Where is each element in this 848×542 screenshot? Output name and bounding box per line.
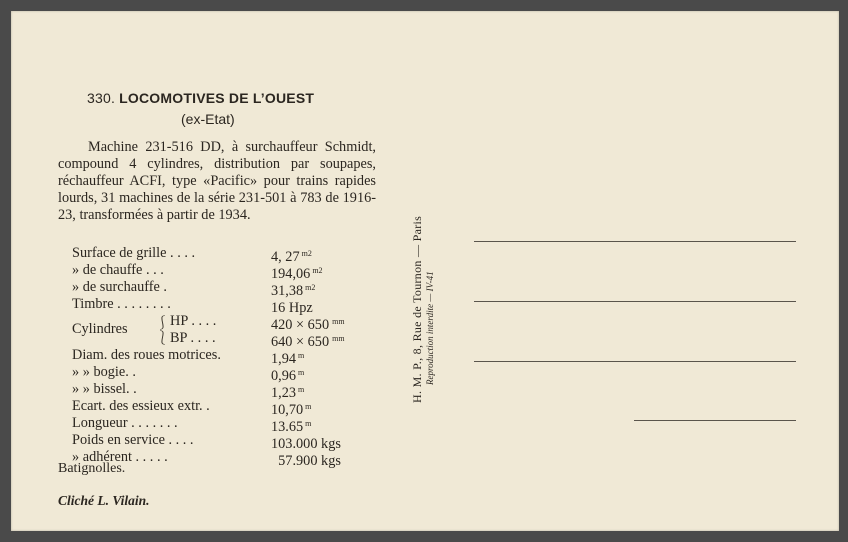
spec-row <box>72 398 392 418</box>
spec-label: » » bogie. . <box>72 364 136 380</box>
address-line <box>474 241 796 242</box>
spec-value-text: 57.900 kgs <box>271 453 341 469</box>
spec-value-text: 4, 27 <box>271 249 300 265</box>
card-subtitle: (ex-Etat) <box>181 111 235 127</box>
cylinder-bp-value-text: 640 × 650 <box>271 334 330 350</box>
spec-row <box>72 262 392 282</box>
spec-value-text: 0,96 <box>271 368 297 384</box>
spec-value-text: 13.65 <box>271 419 304 435</box>
spec-unit: m <box>305 419 312 428</box>
spec-unit: m <box>298 368 305 377</box>
spec-unit: mm <box>332 334 345 343</box>
card-title-text: LOCOMOTIVES DE L’OUEST <box>119 90 315 106</box>
spec-unit: m <box>298 385 305 394</box>
spec-unit: m2 <box>301 249 312 258</box>
spec-value-text: 1,94 <box>271 351 297 367</box>
address-line <box>634 420 796 421</box>
spec-row <box>72 432 392 452</box>
spec-row <box>72 364 392 384</box>
spec-value-text: 103.000 kgs <box>271 436 341 452</box>
cylinder-hp-label: HP . . . . <box>170 313 217 329</box>
address-line <box>474 361 796 362</box>
cylinders-label: Cylindres <box>72 321 128 337</box>
spec-row <box>72 296 392 316</box>
spec-label: » de chauffe . . . <box>72 262 164 278</box>
spec-row <box>72 415 392 435</box>
cylinder-hp-value-text: 420 × 650 <box>271 317 330 333</box>
spec-unit: mm <box>332 317 345 326</box>
spec-row <box>72 245 392 265</box>
spec-value-text: 16 Hpz <box>271 300 313 316</box>
brace-icon: ⎰ ⎱ <box>156 315 170 345</box>
spec-row <box>72 279 392 299</box>
spec-label: Longueur . . . . . . . <box>72 415 178 431</box>
photo-credit: Cliché L. Vilain. <box>58 493 150 508</box>
address-line <box>474 301 796 302</box>
spec-unit: m <box>305 402 312 411</box>
publisher-imprint <box>410 216 436 403</box>
spec-label: » adhérent . . . . . <box>72 449 168 465</box>
description: Machine 231-516 DD, à surchauffeur Schmidt, compound 4 cylindres, distribution par soupapes, réchauffeur ACFI, type «Pacific» pour trains rapides lourds, 31 machines de la série 231-501 à 783 de 1916-23, transformées à partir de 1934. <box>58 139 376 223</box>
spec-row <box>72 347 392 367</box>
spec-label: » » bissel. . <box>72 381 137 397</box>
spec-label: Poids en service . . . . <box>72 432 194 448</box>
rights-line: Reproduction interdite — IV-41 <box>425 271 435 385</box>
spec-value <box>271 449 343 470</box>
spec-table <box>72 245 392 469</box>
publisher-line: H. M. P., 8, Rue de Tournon — Paris <box>410 215 424 403</box>
spec-row <box>72 381 392 401</box>
builder: Batignolles. <box>58 461 126 476</box>
card-title <box>87 90 314 106</box>
card-number: 330. <box>87 90 116 106</box>
spec-label: Diam. des roues motrices. <box>72 347 221 363</box>
spec-group-2 <box>72 347 392 469</box>
spec-label: Surface de grille . . . . <box>72 245 196 261</box>
spec-value-text: 10,70 <box>271 402 304 418</box>
spec-group-1 <box>72 245 392 316</box>
spec-unit: m2 <box>305 283 316 292</box>
postcard-back <box>11 11 839 531</box>
cylinders-block <box>72 313 392 350</box>
spec-unit: m2 <box>312 266 323 275</box>
spec-unit: m <box>298 351 305 360</box>
spec-value-text: 194,06 <box>271 266 311 282</box>
spec-label: » de surchauffe . <box>72 279 168 295</box>
spec-value-text: 1,23 <box>271 385 297 401</box>
cylinder-bp-label: BP . . . . <box>170 330 216 346</box>
spec-label: Ecart. des essieux extr. . <box>72 398 210 414</box>
spec-value-text: 31,38 <box>271 283 304 299</box>
spec-label: Timbre . . . . . . . . <box>72 296 171 312</box>
